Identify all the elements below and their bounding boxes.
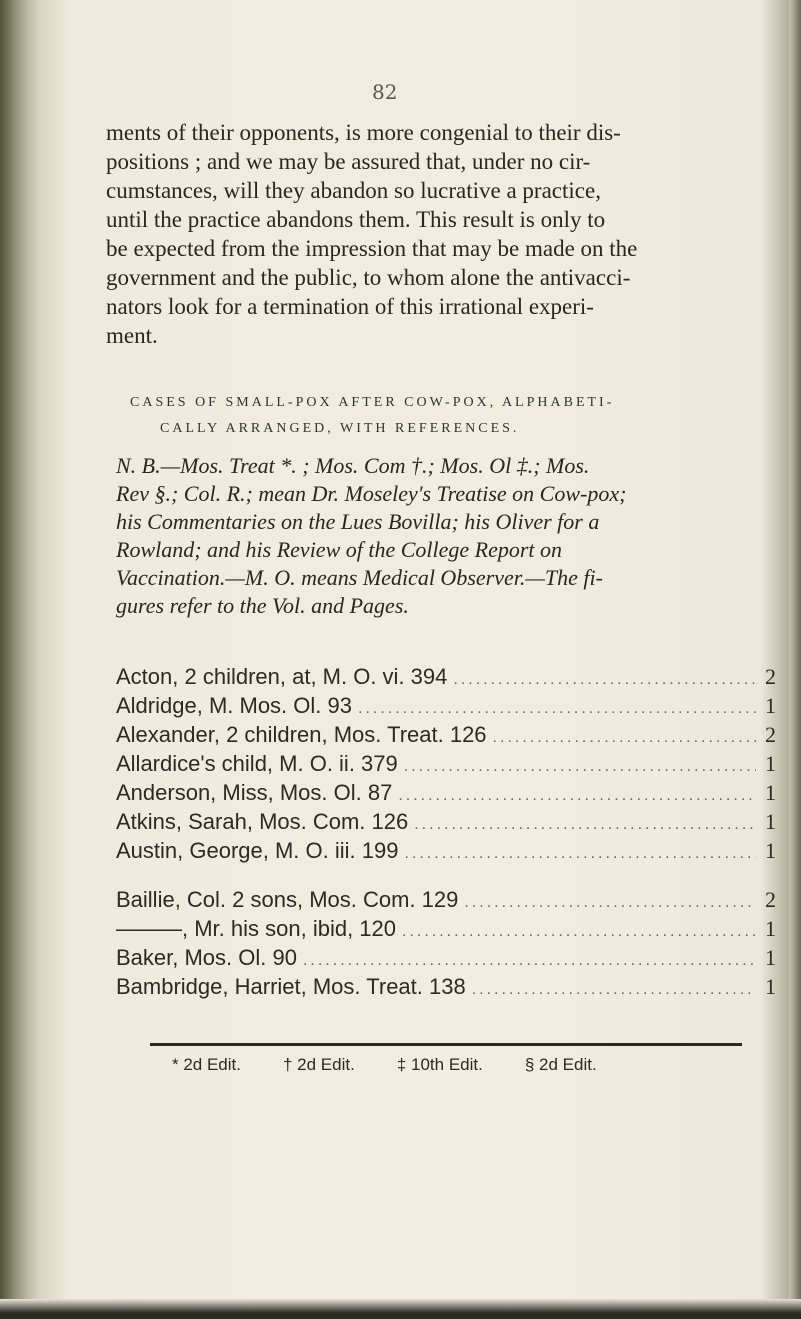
case-count: 2: [765, 887, 776, 912]
footnote: ‡ 10th Edit.: [396, 1055, 483, 1074]
note-line: gures refer to the Vol. and Pages.: [116, 593, 409, 618]
case-count: 1: [765, 751, 776, 776]
footnotes: [172, 1055, 752, 1075]
case-name: ———, Mr. his son, ibid, 120: [116, 916, 396, 941]
case-name: Alexander, 2 children, Mos. Treat. 126: [116, 722, 487, 747]
case-entry: [116, 838, 776, 867]
footnote: § 2d Edit.: [524, 1055, 597, 1074]
case-name: Acton, 2 children, at, M. O. vi. 394: [116, 664, 448, 689]
note-line: Vaccination.—M. O. means Medical Observer.—The fi-: [116, 565, 603, 590]
leader-dots: [402, 923, 756, 941]
case-count: 1: [765, 916, 776, 941]
case-name: Atkins, Sarah, Mos. Com. 126: [116, 809, 409, 834]
case-name: Austin, George, M. O. iii. 199: [116, 838, 399, 863]
leader-dots: [404, 845, 756, 863]
case-name: Anderson, Miss, Mos. Ol. 87: [116, 780, 393, 805]
case-count: 1: [765, 945, 776, 970]
footnote-rule: [150, 1043, 742, 1046]
case-name: Bambridge, Harriet, Mos. Treat. 138: [116, 974, 466, 999]
leader-dots: [493, 729, 756, 747]
spine-shadow: [0, 0, 70, 1319]
abbreviations-note: [116, 452, 766, 620]
body-line: government and the public, to whom alone the antivacci-: [106, 265, 631, 290]
note-line: his Commentaries on the Lues Bovilla; his Oliver for a: [116, 509, 600, 534]
case-entry: [116, 664, 776, 693]
case-name: Aldridge, M. Mos. Ol. 93: [116, 693, 352, 718]
body-line: ments of their opponents, is more congenial to their dis-: [106, 120, 621, 145]
heading-line: CALLY ARRANGED, WITH REFERENCES.: [160, 421, 520, 436]
case-entry: [116, 780, 776, 809]
case-count: 1: [765, 780, 776, 805]
body-line: until the practice abandons them. This result is only to: [106, 207, 606, 232]
case-entry: [116, 945, 776, 974]
case-count: 2: [765, 722, 776, 747]
heading-line: CASES OF SMALL-POX AFTER COW-POX, ALPHABETI-: [130, 395, 615, 410]
note-line: N. B.—Mos. Treat *. ; Mos. Com †.; Mos. Ol ‡.; Mos.: [116, 453, 590, 478]
case-entry: [116, 974, 776, 1003]
case-count: 1: [765, 809, 776, 834]
note-line: Rev §.; Col. R.; mean Dr. Moseley's Treatise on Cow-pox;: [116, 481, 627, 506]
case-entry: [116, 809, 776, 838]
body-line: cumstances, will they abandon so lucrative a practice,: [106, 178, 601, 203]
case-count: 1: [765, 693, 776, 718]
leader-dots: [464, 894, 756, 912]
leader-dots: [404, 758, 756, 776]
section-heading: [130, 390, 730, 442]
case-entry: [116, 722, 776, 751]
leader-dots: [398, 787, 756, 805]
case-count: 2: [765, 664, 776, 689]
body-paragraph: [106, 118, 756, 350]
case-count: 1: [765, 974, 776, 999]
case-name: Baillie, Col. 2 sons, Mos. Com. 129: [116, 887, 459, 912]
page-bottom-edge: [0, 1299, 801, 1319]
case-name: Baker, Mos. Ol. 90: [116, 945, 297, 970]
case-list: [116, 664, 776, 1003]
body-line: positions ; and we may be assured that, under no cir-: [106, 149, 591, 174]
body-line: be expected from the impression that may be made on the: [106, 236, 638, 261]
leader-dots: [414, 816, 756, 834]
body-line: ment.: [106, 323, 158, 348]
case-entry: [116, 693, 776, 722]
group-spacer: [116, 867, 776, 887]
case-entry: [116, 751, 776, 780]
leader-dots: [358, 700, 756, 718]
note-line: Rowland; and his Review of the College Report on: [116, 537, 563, 562]
leader-dots: [472, 981, 756, 999]
case-entry: [116, 887, 776, 916]
footnote: * 2d Edit.: [172, 1055, 241, 1074]
case-count: 1: [765, 838, 776, 863]
body-line: nators look for a termination of this irrational experi-: [106, 294, 594, 319]
leader-dots: [303, 952, 756, 970]
page-edge: [789, 0, 801, 1319]
page-number: 82: [372, 80, 398, 104]
footnote: † 2d Edit.: [283, 1055, 355, 1074]
leader-dots: [453, 671, 756, 689]
case-name: Allardice's child, M. O. ii. 379: [116, 751, 398, 776]
case-entry: [116, 916, 776, 945]
